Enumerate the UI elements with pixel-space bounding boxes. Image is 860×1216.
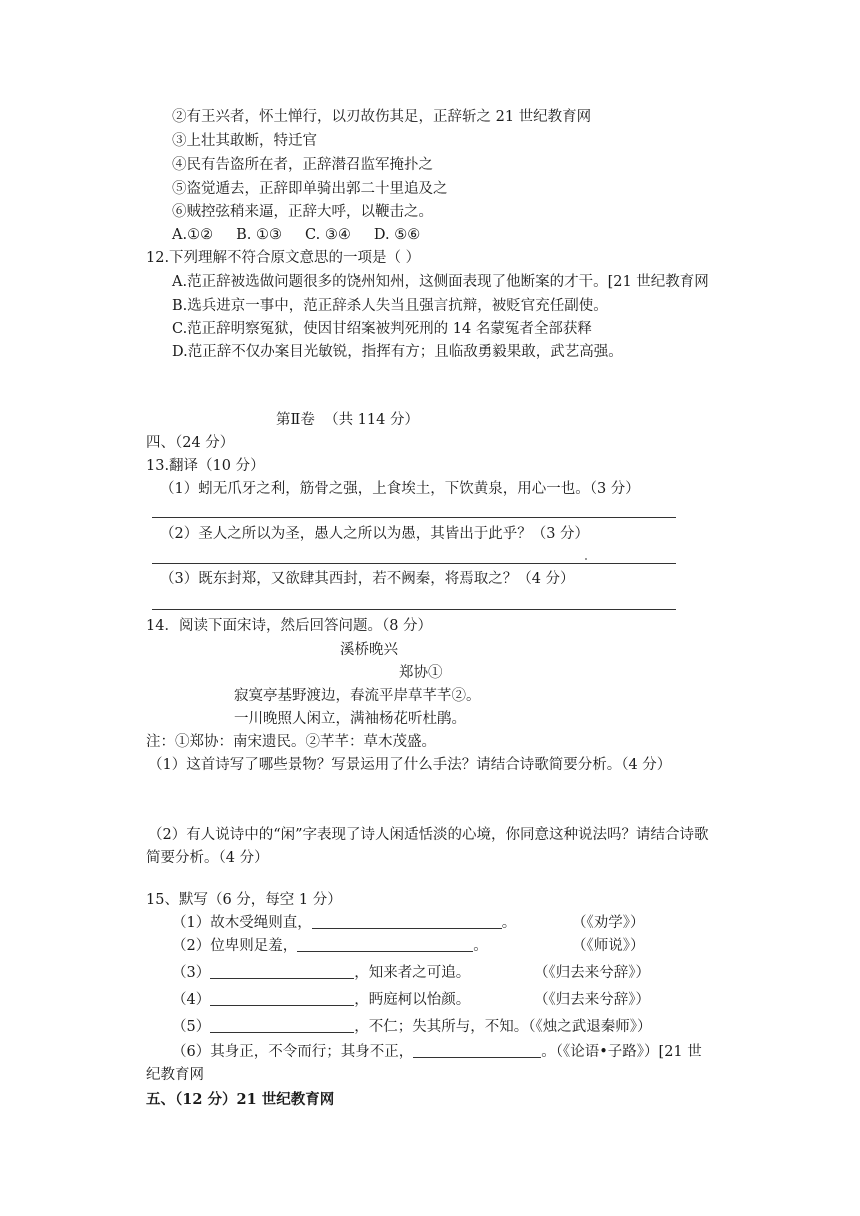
q15-item-4: （4） ，眄庭柯以怡颜。 <box>172 992 471 1008</box>
q14-question-2-cont: 简要分析。（4 分） <box>146 850 269 866</box>
q15-item-6: （6）其身正，不令而行；其身不正， 。（《论语•子路》）[21 世 <box>172 1044 702 1060</box>
q11-option-4: ④民有告盗所在者，正辞潜召监军掩扑之 <box>172 157 433 173</box>
part-2-title: 第Ⅱ卷 （共 114 分） <box>276 412 419 428</box>
poem-line-1: 寂寞亭基野渡边，春流平岸草芊芊②。 <box>234 688 481 704</box>
q15-source-2: （《师说》） <box>572 938 645 954</box>
q12-option-d: D.范正辞不仅办案目光敏锐，指挥有方；且临敌勇毅果敢，武艺高强。 <box>172 344 623 360</box>
q12-option-b: B.选兵进京一事中，范正辞杀人失当且强言抗辩，被贬官充任副使。 <box>172 298 608 314</box>
q15-item-5: （5） ，不仁；失其所与，不知。（《烛之武退秦师》） <box>172 1019 652 1035</box>
q13-answer-line-3[interactable] <box>152 609 676 610</box>
q15-source-4: （《归去来兮辞》） <box>534 992 650 1008</box>
q13-answer-line-2[interactable] <box>152 563 676 564</box>
fill-blank[interactable] <box>312 914 502 929</box>
q11-option-5: ⑤盗觉遁去，正辞即单骑出郭二十里追及之 <box>172 181 448 197</box>
q15-item-1: （1）故木受绳则直， 。 <box>172 915 517 931</box>
section-4-header: 四、（24 分） <box>146 435 235 451</box>
q12-stem: 12.下列理解不符合原文意思的一项是（ ） <box>146 250 421 266</box>
q13-item-1: （1）蚓无爪牙之利，筋骨之强，上食埃土，下饮黄泉，用心一也。（3 分） <box>160 481 640 497</box>
section-5-header: 五、（12 分）21 世纪教育网 <box>146 1091 335 1108</box>
fill-blank[interactable] <box>210 1018 354 1033</box>
fill-blank[interactable] <box>297 937 473 952</box>
poem-title: 溪桥晚兴 <box>340 642 398 658</box>
q15-item-6-cont: 纪教育网 <box>146 1067 204 1083</box>
q11-answer-choices: A.①② B. ①③ C. ③④ D. ⑤⑥ <box>172 227 421 243</box>
q13-item-2: （2）圣人之所以为圣，愚人之所以为愚，其皆出于此乎？（3 分） <box>160 526 590 542</box>
fill-blank[interactable] <box>210 991 354 1006</box>
speck-mark <box>585 558 587 560</box>
q15-source-3: （《归去来兮辞》） <box>534 965 650 981</box>
q12-option-a: A.范正辞被选做问题很多的饶州知州，这侧面表现了他断案的才干。[21 世纪教育网 <box>172 274 709 290</box>
q15-source-1: （《劝学》） <box>572 915 645 931</box>
q15-item-2: （2）位卑则足羞， 。 <box>172 938 488 954</box>
fill-blank[interactable] <box>210 964 354 979</box>
poem-line-2: 一川晚照人闲立，满袖杨花听杜鹃。 <box>234 711 466 727</box>
q15-title: 15、默写（6 分，每空 1 分） <box>146 892 342 908</box>
q14-title: 14．阅读下面宋诗，然后回答问题。（8 分） <box>146 618 433 634</box>
q11-option-6: ⑥贼控弦稍来逼，正辞大呼，以鞭击之。 <box>172 204 433 220</box>
q13-answer-line-1[interactable] <box>152 517 676 518</box>
q13-item-3: （3）既东封郑，又欲肆其西封，若不阙秦，将焉取之？（4 分） <box>160 571 575 587</box>
poem-note: 注：①郑协：南宋遗民。②芊芊：草木茂盛。 <box>146 734 436 750</box>
q13-title: 13.翻译（10 分） <box>146 458 265 474</box>
q14-question-2: （2）有人说诗中的“闲”字表现了诗人闲适恬淡的心境，你同意这种说法吗？请结合诗歌 <box>148 827 709 843</box>
poem-author: 郑协① <box>399 665 443 681</box>
q11-option-2: ②有王兴者，怀土惮行，以刃故伤其足，正辞斩之 21 世纪教育网 <box>172 109 592 125</box>
q12-option-c: C.范正辞明察冤狱，使因甘绍案被判死刑的 14 名蒙冤者全部获释 <box>172 321 592 337</box>
q15-item-3: （3） ，知来者之可追。 <box>172 965 471 981</box>
q14-question-1: （1）这首诗写了哪些景物？写景运用了什么手法？请结合诗歌简要分析。（4 分） <box>148 757 672 773</box>
q11-option-3: ③上壮其敢断，特迁官 <box>172 133 317 149</box>
fill-blank[interactable] <box>413 1043 541 1058</box>
